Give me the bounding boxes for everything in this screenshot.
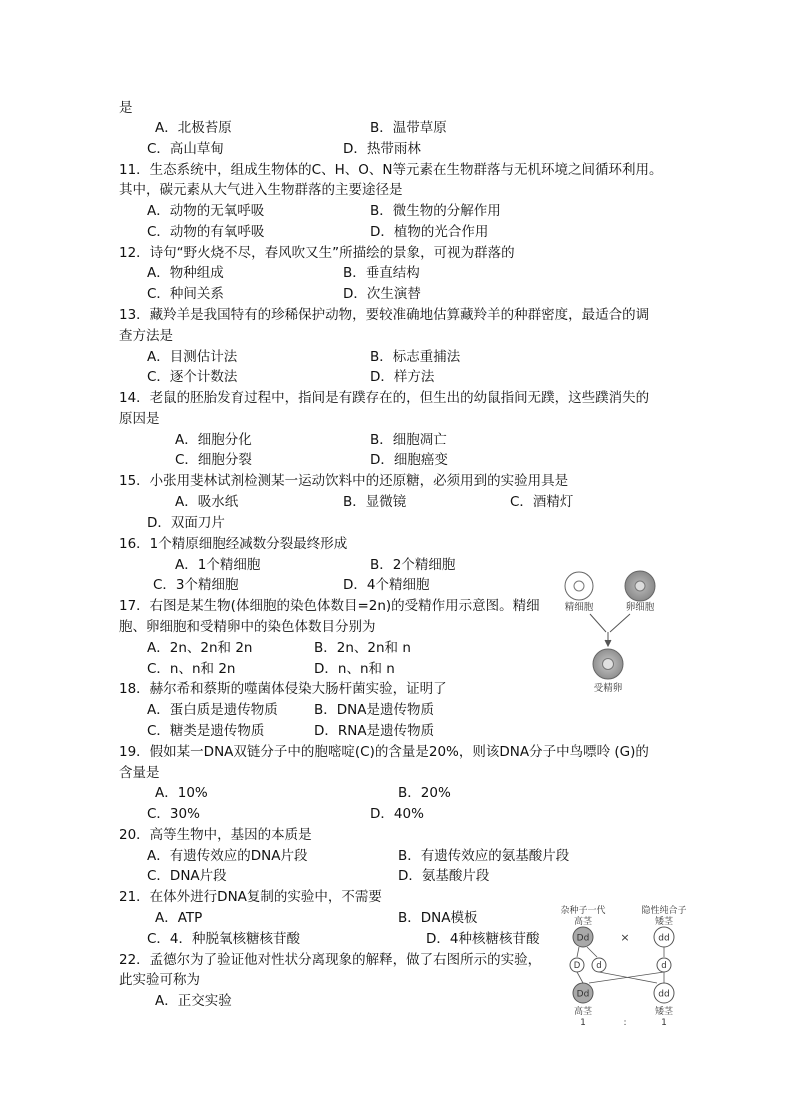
q11-option-c: C．动物的有氧呼吸 xyxy=(147,224,265,240)
q10-option-c: C．高山草甸 xyxy=(147,141,224,157)
q21-option-b: B．DNA模板 xyxy=(398,910,478,926)
q14-option-c: C．细胞分裂 xyxy=(175,452,252,468)
q10-stem-tail: 是 xyxy=(119,100,133,116)
cross-symbol: × xyxy=(620,931,630,944)
recessive-dwarf-label: 矮茎 xyxy=(654,917,674,927)
q20-option-d: D．氨基酸片段 xyxy=(398,868,490,884)
parent-genotype-right: dd xyxy=(658,933,670,944)
q20-option-a: A．有遗传效应的DNA片段 xyxy=(147,848,308,864)
q12-option-a: A．物种组成 xyxy=(147,265,224,281)
fusion-arrow xyxy=(590,614,630,646)
q16-option-d: D．4个精细胞 xyxy=(343,577,430,593)
offspring-dwarf-label: 矮茎 xyxy=(654,1007,674,1017)
q16-option-a: A．1个精细胞 xyxy=(175,557,261,573)
q13-option-d: D．样方法 xyxy=(370,369,435,385)
ratio-left: 1 xyxy=(580,1018,586,1028)
q14-option-a: A．细胞分化 xyxy=(175,432,252,448)
offspring-genotype-left: Dd xyxy=(576,989,590,1000)
q12-option-d: D．次生演替 xyxy=(343,286,421,302)
gamete-d-lower-left xyxy=(592,958,606,972)
q15-option-a: A．吸水纸 xyxy=(175,494,239,510)
ratio-colon: : xyxy=(623,1018,627,1028)
q21-option-c: C．4．种脱氧核糖核苷酸 xyxy=(147,931,301,947)
q16-option-c: C．3个精细胞 xyxy=(153,577,239,593)
q22-option-a: A．正交实验 xyxy=(155,993,232,1009)
parent-dd-homo xyxy=(654,927,674,947)
q18-stem: 18．赫尔希和蔡斯的噬菌体侵染大肠杆菌实验，证明了 xyxy=(119,681,447,697)
q14-stem-line2: 原因是 xyxy=(119,411,160,427)
q20-option-c: C．DNA片段 xyxy=(147,868,227,884)
q14-option-b: B．细胞凋亡 xyxy=(370,432,447,448)
parent-dd-hetero xyxy=(573,927,593,947)
q19-option-a: A．10% xyxy=(155,785,208,801)
ratio-right: 1 xyxy=(661,1018,667,1028)
q11-option-d: D．植物的光合作用 xyxy=(370,224,489,240)
testcross-diagram xyxy=(553,903,698,1028)
zygote-cell xyxy=(593,649,623,679)
offspring-dd-homo xyxy=(654,983,674,1003)
q13-option-c: C．逐个计数法 xyxy=(147,369,238,385)
egg-cell xyxy=(625,571,655,601)
q13-stem-line1: 13．藏羚羊是我国特有的珍稀保护动物，要较准确地估算藏羚羊的种群密度，最适合的调 xyxy=(119,307,650,323)
sperm-cell xyxy=(565,572,593,600)
q19-stem-line2: 含量是 xyxy=(119,765,160,781)
q11-stem-line2: 其中，碳元素从大气进入生物群落的主要途径是 xyxy=(119,182,403,198)
q10-option-d: D．热带雨林 xyxy=(343,141,421,157)
q15-option-d: D．双面刀片 xyxy=(147,515,225,531)
q17-option-c: C．n、n和 2n xyxy=(147,661,236,677)
q18-option-c: C．糖类是遗传物质 xyxy=(147,723,265,739)
q20-stem: 20．高等生物中，基因的本质是 xyxy=(119,827,312,843)
meiosis-lines xyxy=(577,947,664,957)
egg-label: 卵细胞 xyxy=(625,602,655,613)
gamete-d-upper xyxy=(570,958,584,972)
q21-option-a: A．ATP xyxy=(155,910,203,926)
gamete-label-2: d xyxy=(596,961,602,971)
q17-option-a: A．2n、2n和 2n xyxy=(147,640,253,656)
q13-option-a: A．目测估计法 xyxy=(147,349,238,365)
sperm-label: 精细胞 xyxy=(564,602,594,613)
q16-stem: 16．1个精原细胞经减数分裂最终形成 xyxy=(119,536,348,552)
q18-option-a: A．蛋白质是遗传物质 xyxy=(147,702,278,718)
q17-option-b: B．2n、2n和 n xyxy=(314,640,411,656)
q10-option-b: B．温带草原 xyxy=(370,120,447,136)
q15-option-c: C．酒精灯 xyxy=(510,494,574,510)
offspring-dd-hetero xyxy=(573,983,593,1003)
offspring-genotype-right: dd xyxy=(658,989,670,1000)
q19-option-c: C．30% xyxy=(147,806,200,822)
q17-stem-line2: 胞、卵细胞和受精卵中的染色体数目分别为 xyxy=(119,619,376,635)
q17-option-d: D．n、n和 n xyxy=(314,661,395,677)
q22-stem-line2: 此实验可称为 xyxy=(119,972,200,988)
q19-option-b: B．20% xyxy=(398,785,451,801)
recessive-homozygote-title: 隐性纯合子 xyxy=(641,906,687,916)
q20-option-b: B．有遗传效应的氨基酸片段 xyxy=(398,848,570,864)
q11-option-b: B．微生物的分解作用 xyxy=(370,203,501,219)
hybrid-f1-title: 杂种子一代 xyxy=(560,906,606,916)
q14-option-d: D．细胞癌变 xyxy=(370,452,448,468)
q19-option-d: D．40% xyxy=(370,806,424,822)
hybrid-tall-label: 高茎 xyxy=(573,917,593,927)
q18-option-d: D．RNA是遗传物质 xyxy=(314,723,435,739)
gamete-label-3: d xyxy=(661,961,667,971)
q17-stem-line1: 17．右图是某生物(体细胞的染色体数目=2n)的受精作用示意图。精细 xyxy=(119,598,540,614)
zygote-label: 受精卵 xyxy=(593,683,623,694)
q16-option-b: B．2个精细胞 xyxy=(370,557,456,573)
fertilization-lines xyxy=(577,972,664,983)
q18-option-b: B．DNA是遗传物质 xyxy=(314,702,434,718)
offspring-tall-label: 高茎 xyxy=(573,1007,593,1017)
q21-option-d: D．4种核糖核苷酸 xyxy=(426,931,540,947)
q21-stem: 21．在体外进行DNA复制的实验中，不需要 xyxy=(119,889,382,905)
q12-option-b: B．垂直结构 xyxy=(343,265,420,281)
q15-option-b: B．显微镜 xyxy=(343,494,407,510)
q19-stem-line1: 19．假如某一DNA双链分子中的胞嘧啶(C)的含量是20%，则该DNA分子中鸟嘌呤 (G)的 xyxy=(119,744,649,760)
q11-option-a: A．动物的无氧呼吸 xyxy=(147,203,265,219)
q11-stem-line1: 11．生态系统中，组成生物体的C、H、O、N等元素在生物群落与无机环境之间循环利用。 xyxy=(119,162,663,178)
parent-genotype-left: Dd xyxy=(576,933,590,944)
q22-stem-line1: 22．孟德尔为了验证他对性状分离现象的解释，做了右图所示的实验， xyxy=(119,952,542,968)
q13-option-b: B．标志重捕法 xyxy=(370,349,461,365)
q12-stem: 12．诗句“野火烧不尽，春风吹又生”所描绘的景象，可视为群落的 xyxy=(119,245,515,261)
fertilization-diagram xyxy=(550,566,680,701)
gamete-label-1: D xyxy=(573,961,581,971)
q12-option-c: C．种间关系 xyxy=(147,286,224,302)
q10-option-a: A．北极苔原 xyxy=(155,120,232,136)
q15-stem: 15．小张用斐林试剂检测某一运动饮料中的还原糖，必须用到的实验用具是 xyxy=(119,473,569,489)
q14-stem-line1: 14．老鼠的胚胎发育过程中，指间是有蹼存在的，但生出的幼鼠指间无蹼，这些蹼消失的 xyxy=(119,390,650,406)
gamete-d-right xyxy=(657,958,671,972)
q13-stem-line2: 查方法是 xyxy=(119,328,173,344)
